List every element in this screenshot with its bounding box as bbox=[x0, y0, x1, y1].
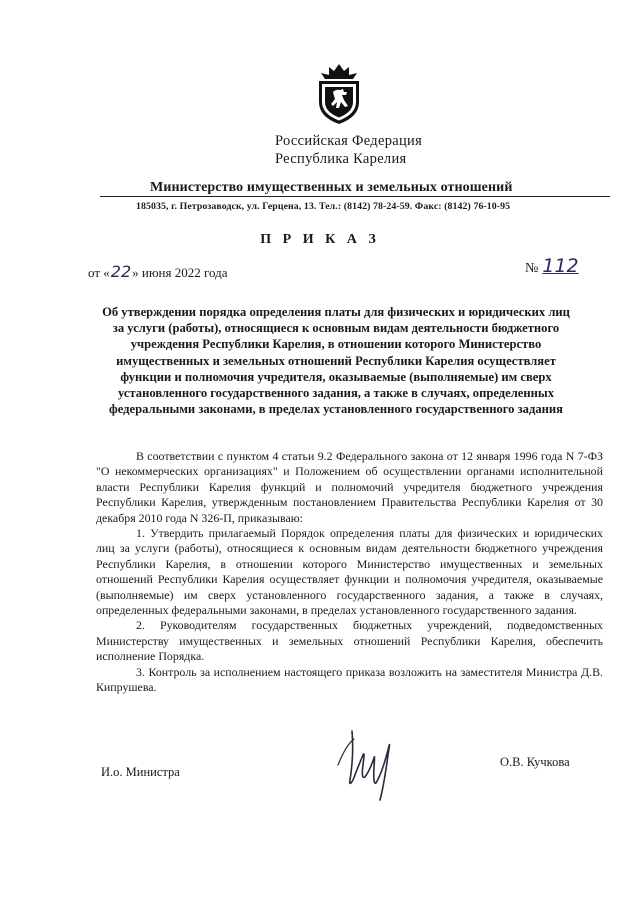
number-value-handwritten: 112 bbox=[542, 255, 579, 277]
ministry-address: 185035, г. Петрозаводск, ул. Герцена, 13. Тел.: (8142) 78-24-59. Факс: (8142) 76-10-95 bbox=[136, 201, 511, 212]
body-item-2: 2. Руководителям государственных бюджетных учреждений, подведомственных Министерству имущественных и земельных отношений Республики Карелия, обеспечить исполнение Порядка. bbox=[96, 618, 603, 664]
ministry-name: Министерство имущественных и земельных отношений bbox=[150, 180, 513, 195]
header-divider bbox=[100, 196, 610, 197]
country-name: Российская Федерация bbox=[275, 133, 423, 149]
date-suffix: » июня 2022 года bbox=[132, 265, 228, 280]
signatory-position: И.о. Министра bbox=[101, 765, 180, 779]
order-number bbox=[525, 255, 579, 277]
region-name: Республика Карелия bbox=[275, 151, 407, 167]
document-type-title: П Р И К А З bbox=[260, 232, 380, 247]
number-label: № bbox=[525, 261, 539, 276]
coat-of-arms-icon bbox=[313, 62, 365, 126]
order-body bbox=[96, 449, 603, 696]
body-item-3: 3. Контроль за исполнением настоящего приказа возложить на заместителя Министра Д.В. Кипрушева. bbox=[96, 664, 603, 695]
handwritten-signature bbox=[330, 725, 410, 805]
body-item-1: 1. Утвердить прилагаемый Порядок определения платы для физических и юридических лиц за услуги (работы), относящиеся к основным видам деятельности бюджетного учреждения Республики Карелия, в отношении которого Министерство имущественных и земельных отношений Республики Карелия осуществляет функции и полномочия учредителя, оказываемые (выполняемые) им сверх установленного государственного задания, а также в случаях, определенных федеральными законами, в пределах установленного государственного задания. bbox=[96, 526, 603, 618]
signatory-name: О.В. Кучкова bbox=[500, 755, 570, 769]
date-prefix: от « bbox=[88, 265, 110, 280]
order-subject: Об утверждении порядка определения платы для физических и юридических лиц за услуги (работы), относящиеся к основным видам деятельности бюджетного учреждения Республики Карелия, в отношении которого Министерство имущественных и земельных отношений Республики Карелия осуществляет функции и полномочия учредителя, оказываемые (выполняемые) им сверх установленного государственного задания, а также в случаях, определенных федеральными законами, в пределах установленного государственного задания bbox=[102, 305, 570, 417]
body-preamble: В соответствии с пунктом 4 статьи 9.2 Федерального закона от 12 января 1996 года N 7-ФЗ "О некоммерческих организациях" и Положением об осуществлении органами исполнительной власти Республики Карелия функций и полномочий учредителя бюджетного учреждения Республики Карелия, утвержденным постановлением Правительства Республики Карелия от 30 декабря 2010 года N 326-П, приказываю: bbox=[96, 449, 603, 525]
order-date bbox=[88, 262, 228, 281]
date-day-handwritten: 22 bbox=[110, 262, 132, 281]
